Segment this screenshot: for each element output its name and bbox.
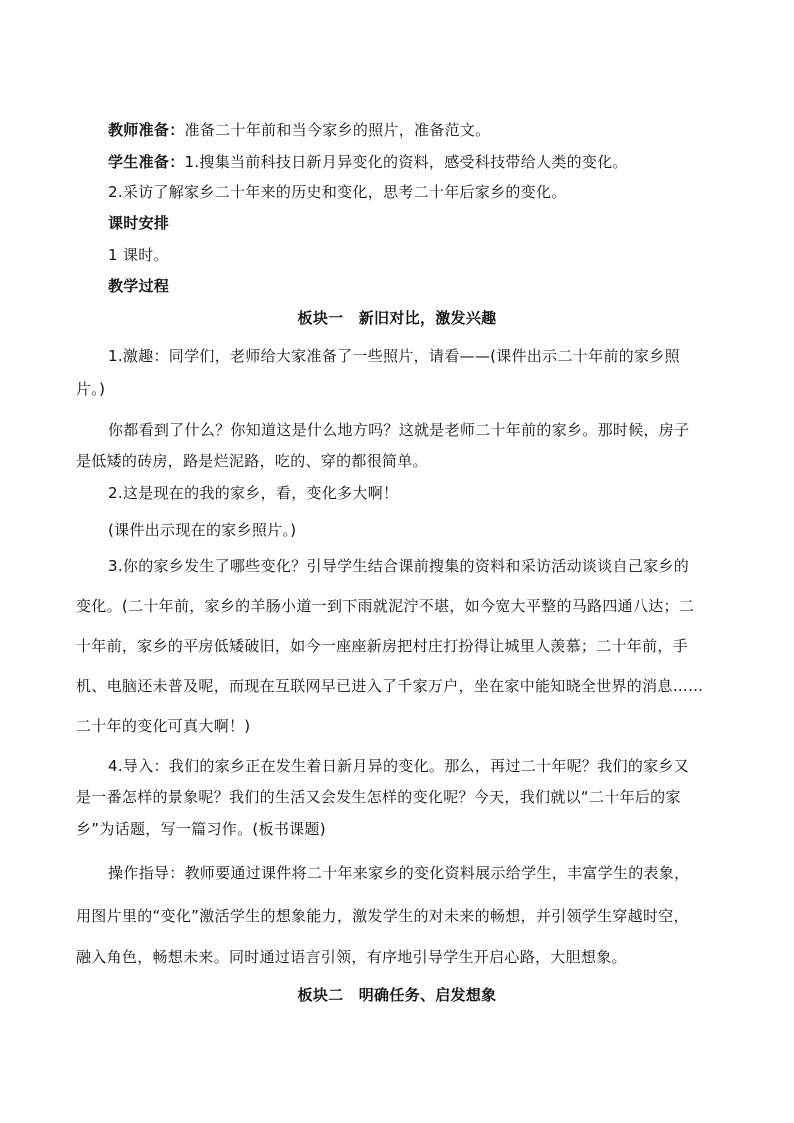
paragraph-5-line-4: 机、电脑还未普及呢，而现在互联网早已进入了千家万户，坐在家中能知晓全世界的消息……	[76, 677, 704, 695]
teacher-prep-label: 教师准备：	[108, 121, 185, 139]
paragraph-6-line-2: 是一番怎样的景象呢？我们的生活又会发生怎样的变化呢？今天，我们就以“二十年后的家	[76, 788, 681, 806]
guide-line-2: 用图片里的“变化”激活学生的想象能力，激发学生的对未来的畅想，并引领学生穿越时空，	[76, 907, 689, 925]
paragraph-3: 2.这是现在的我的家乡，看，变化多大啊！	[108, 484, 399, 502]
schedule-text: 1 课时。	[108, 246, 169, 264]
guide-line-1: 操作指导：教师要通过课件将二十年来家乡的变化资料展示给学生，丰富学生的表象，	[108, 864, 690, 882]
paragraph-4: (课件出示现在的家乡照片。)	[108, 521, 297, 539]
paragraph-2-line-2: 是低矮的砖房，路是烂泥路，吃的、穿的都很简单。	[76, 452, 428, 470]
paragraph-1-line-2: 片。)	[76, 380, 106, 398]
paragraph-2-line-1: 你都看到了什么？你知道这是什么地方吗？这就是老师二十年前的家乡。那时候，房子	[108, 421, 690, 439]
student-prep	[108, 152, 628, 172]
guide-line-3: 融入角色，畅想未来。同时通过语言引领，有序地引导学生开启心路，大胆想象。	[76, 948, 627, 966]
teacher-prep-text: 准备二十年前和当今家乡的照片，准备范文。	[184, 121, 491, 139]
student-prep-label: 学生准备：	[108, 153, 185, 171]
paragraph-6-line-1: 4.导入：我们的家乡正在发生着日新月异的变化。那么，再过二十年呢？我们的家乡又	[108, 757, 690, 775]
student-prep-line2: 2.采访了解家乡二十年来的历史和变化，思考二十年后家乡的变化。	[108, 183, 567, 201]
paragraph-5-line-1: 3.你的家乡发生了哪些变化？引导学生结合课前搜集的资料和采访活动谈谈自己家乡的	[108, 557, 690, 575]
paragraph-6-line-3: 乡”为话题，写一篇习作。(板书课题)	[76, 820, 326, 838]
paragraph-1-line-1: 1.激趣：同学们，老师给大家准备了一些照片，请看——(课件出示二十年前的家乡照	[108, 347, 680, 365]
paragraph-5-line-2: 变化。(二十年前，家乡的羊肠小道一到下雨就泥泞不堪，如今宽大平整的马路四通八达；二	[76, 597, 695, 615]
paragraph-5-line-5: 二十年的变化可真大啊！)	[76, 717, 251, 735]
paragraph-5-line-3: 十年前，家乡的平房低矮破旧，如今一座座新房把村庄打扮得让城里人羡慕；二十年前，手	[76, 637, 689, 655]
block1-title: 板块一 新旧对比，激发兴趣	[297, 309, 497, 327]
teacher-prep	[108, 120, 491, 140]
block2-title: 板块二 明确任务、启发想象	[297, 986, 497, 1004]
process-heading: 教学过程	[108, 277, 170, 295]
schedule-heading: 课时安排	[108, 214, 170, 232]
student-prep-text: 1.搜集当前科技日新月异变化的资料，感受科技带给人类的变化。	[184, 153, 628, 171]
